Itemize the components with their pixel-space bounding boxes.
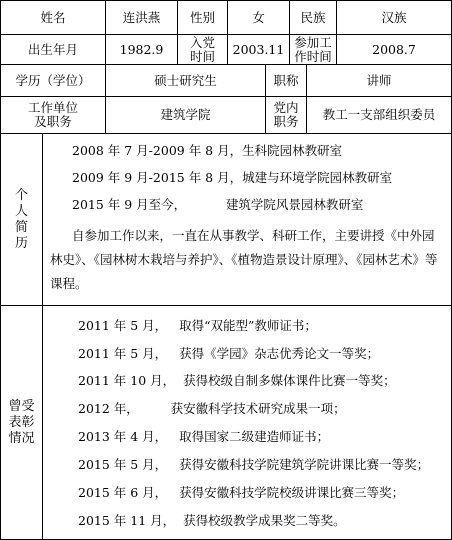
party-post-label [266, 97, 306, 133]
resume-summary: 自参加工作以来，一直在从事教学、科研工作，主要讲授《中外园林史》、《园林树木栽培与养护》、《植物造景设计原理》、《园林艺术》等课程。 [50, 228, 438, 291]
education-label: 学历（学位） [15, 72, 91, 88]
ethnic-label: 民族 [300, 9, 326, 25]
honor-item: 2015 年 6 月， 获得安徽科技学院校级讲课比赛三等奖； [78, 485, 405, 500]
honor-item: 2015 年 11 月， 获得校级教学成果奖二等奖。 [78, 513, 346, 528]
party-post-label-line1: 党内 [273, 100, 299, 115]
education-value: 硕士研究生 [154, 72, 217, 88]
title-label: 职称 [273, 72, 299, 88]
ethnic-value: 汉族 [381, 9, 407, 25]
honors-label-line: 情况 [8, 430, 35, 446]
name-value: 连洪燕 [122, 9, 161, 25]
resume-label-char: 历 [14, 235, 28, 251]
honor-item: 2012 年， 获安徽科学技术研究成果一项； [78, 401, 346, 416]
work-unit-label [1, 97, 105, 133]
resume-label-char: 人 [14, 203, 28, 219]
title-value: 讲师 [366, 72, 392, 88]
honor-item: 2015 年 5 月， 获得安徽科技学院建筑学院讲课比赛一等奖； [78, 457, 430, 472]
resume-label-char: 简 [14, 219, 28, 235]
birth-label: 出生年月 [27, 41, 78, 57]
work-start-label-line1: 参加工 [294, 34, 332, 50]
resume-label [1, 134, 42, 305]
honor-item: 2013 年 4 月， 取得国家二级建造师证书； [78, 429, 330, 444]
party-post-label-line2: 职务 [273, 114, 299, 129]
name-label: 姓名 [40, 9, 66, 25]
party-join-label-line1: 入党 [189, 34, 215, 50]
rule-v-resume [42, 133, 43, 305]
honor-item: 2011 年 5 月， 获得《学园》杂志优秀论文一等奖； [78, 346, 380, 361]
party-join-label [178, 35, 227, 64]
work-start-label [290, 35, 336, 64]
resume-line: 2015 年 9 月至今， 建筑学院风景园林教研室 [72, 197, 364, 212]
resume-line: 2008 年 7 月-2009 年 8 月，生科院园林教研室 [72, 143, 343, 158]
gender-label: 性别 [189, 9, 215, 25]
honors-label [1, 306, 42, 539]
work-unit-value: 建筑学院 [160, 107, 211, 122]
work-unit-label-line2: 及职务 [34, 114, 72, 129]
honors-label-line: 曾受 [8, 398, 35, 414]
gender-value: 女 [252, 9, 265, 25]
rule-v-honors [42, 305, 43, 540]
work-start-label-line2: 作时间 [294, 48, 332, 64]
party-post-value: 教工一支部组织委员 [322, 107, 436, 122]
resume-label-char: 个 [14, 187, 28, 203]
party-join-value: 2003.11 [232, 41, 285, 57]
rule-row4 [0, 133, 452, 134]
work-unit-label-line1: 工作单位 [27, 100, 78, 115]
party-join-label-line2: 时间 [189, 48, 215, 64]
honor-item: 2011 年 10 月， 获得校级自制多媒体课件比赛一等奖； [78, 373, 396, 388]
rule-resume [0, 305, 452, 306]
honor-item: 2011 年 5 月， 取得“双能型”教师证书； [78, 318, 317, 333]
resume-line: 2009 年 9 月-2015 年 8 月，城建与环境学院园林教研室 [72, 170, 393, 185]
work-start-value: 2008.7 [372, 41, 416, 57]
honors-label-line: 表彰 [8, 414, 35, 430]
birth-value: 1982.9 [119, 41, 164, 57]
